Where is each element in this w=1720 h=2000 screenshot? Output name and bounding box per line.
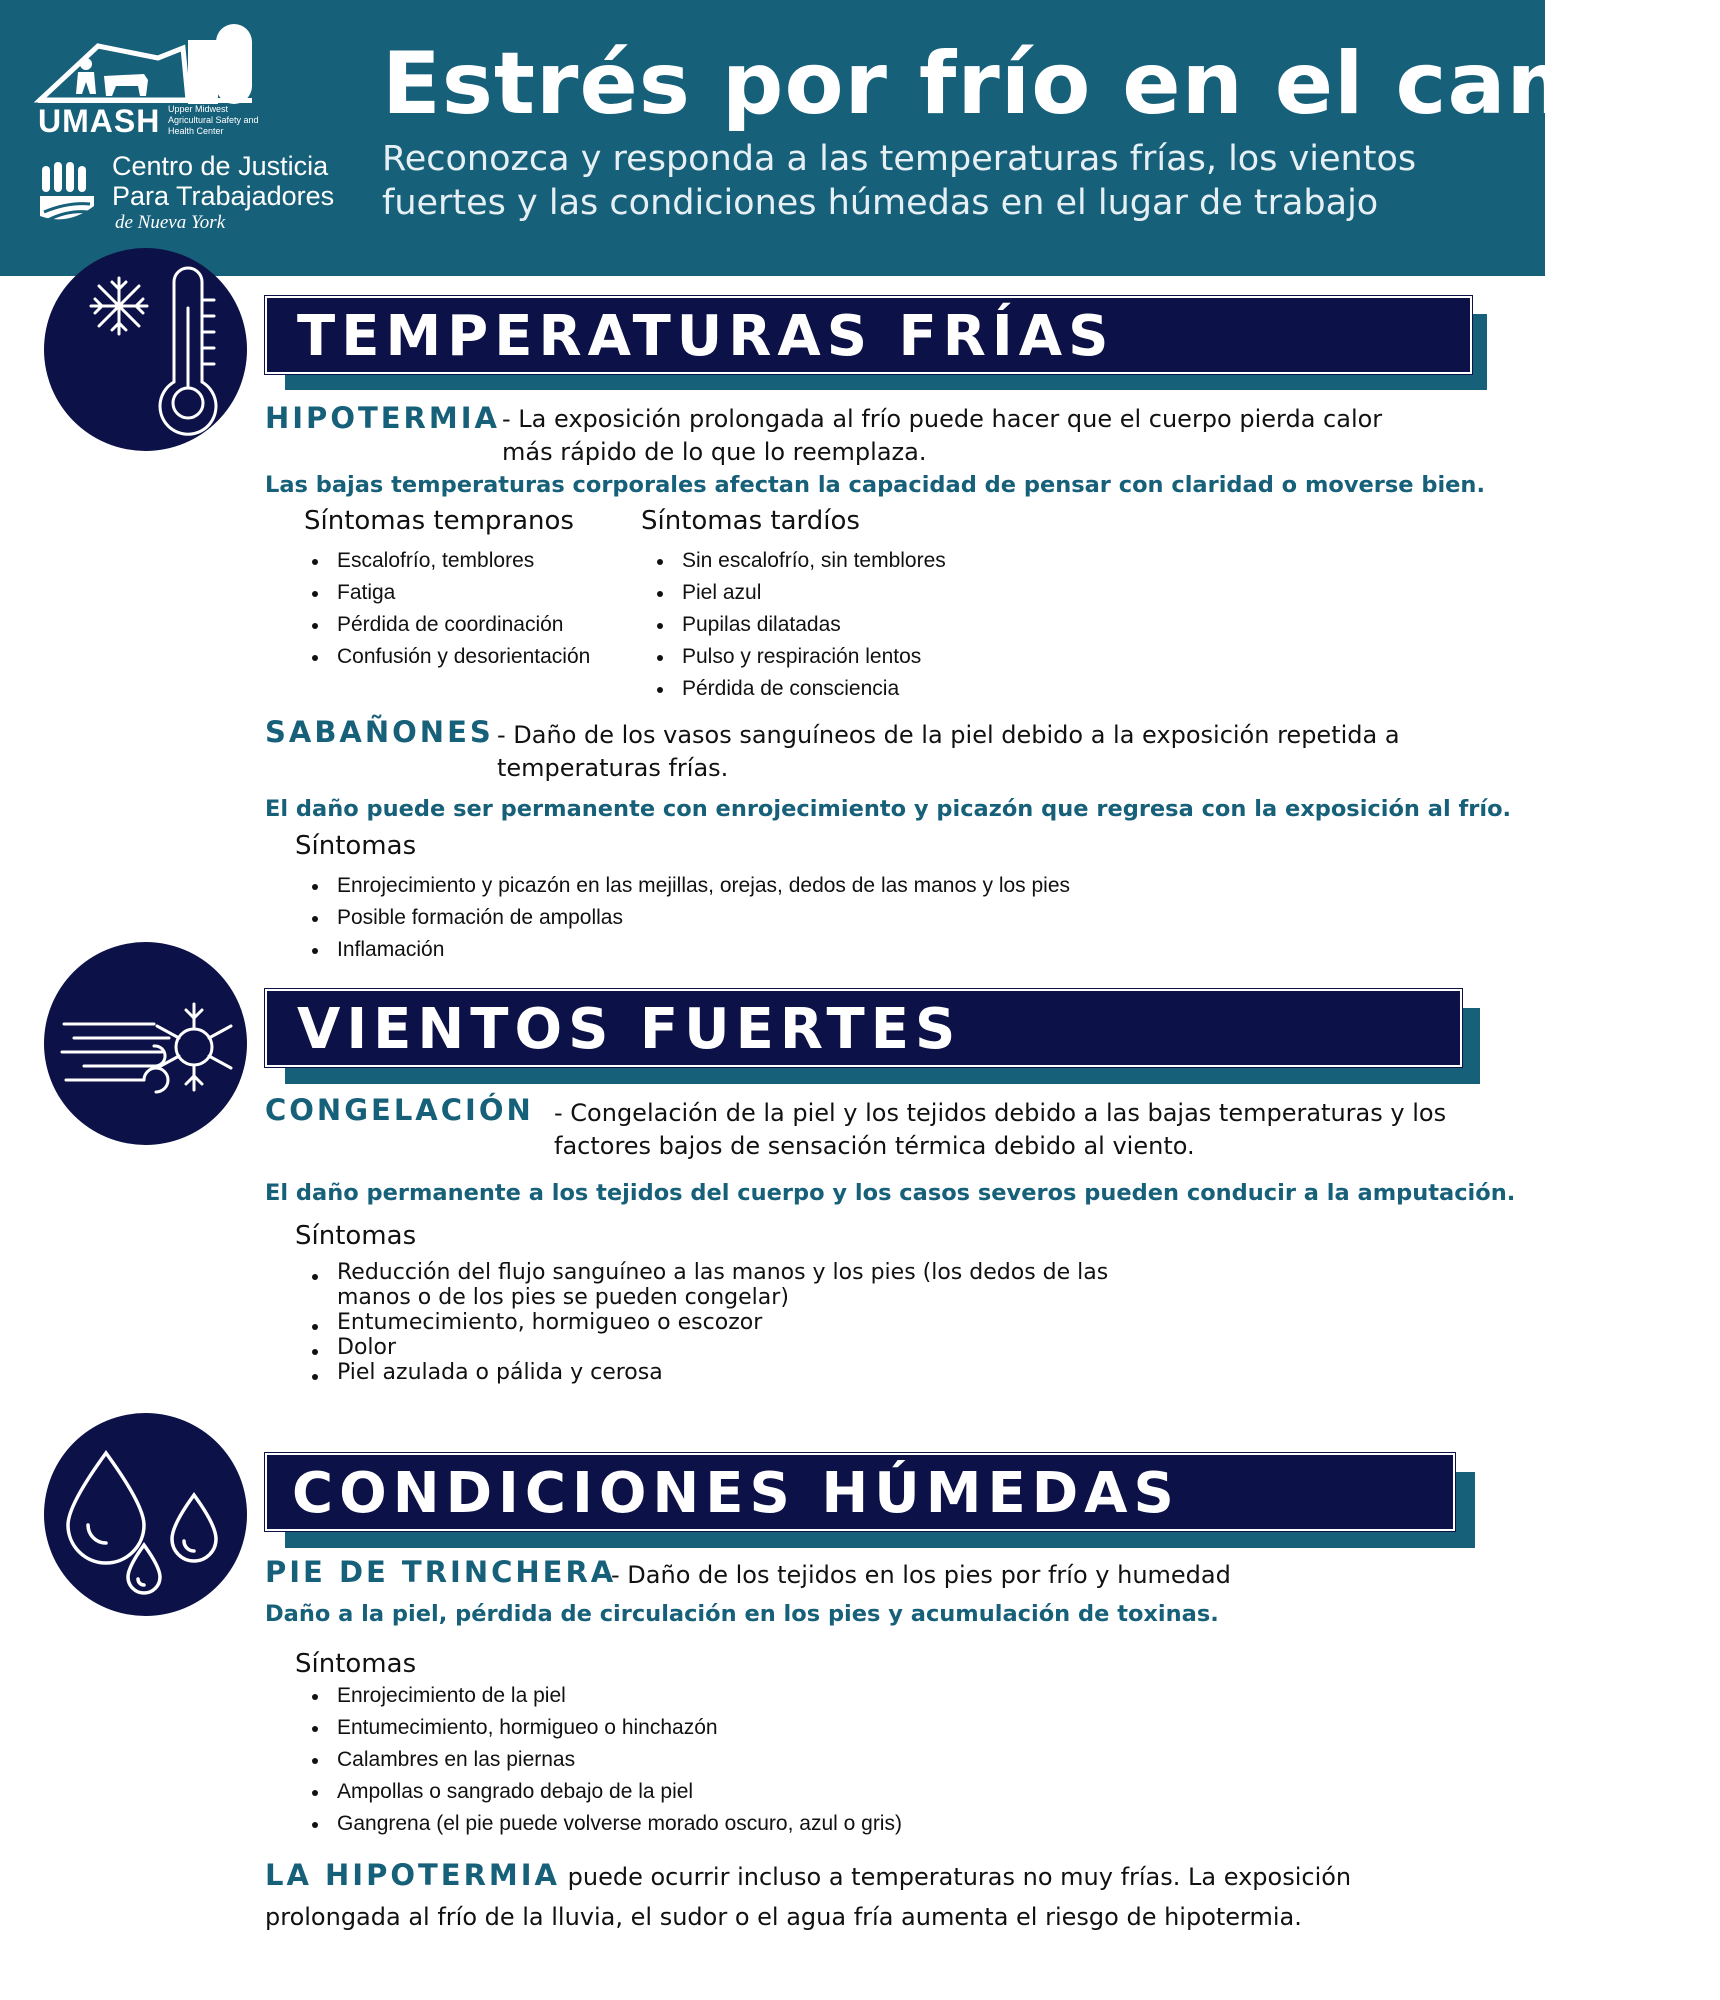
logo-cj-line2: Para Trabajadores (112, 181, 335, 211)
section-banner-cold (265, 296, 1472, 374)
term-la-hipotermia: LA HIPOTERMIA (265, 1858, 561, 1892)
list-item: Enrojecimiento de la piel (307, 1680, 902, 1712)
list-item: Sin escalofrío, sin temblores (652, 545, 946, 577)
section-title-wet: CONDICIONES HÚMEDAS (292, 1461, 1180, 1526)
page-subtitle: Reconozca y responda a las temperaturas frías, los vientos fuertes y las condiciones húmedas en el lugar de trabajo (382, 139, 1417, 223)
wind-snowflake-icon (44, 942, 247, 1145)
list-item: Enrojecimiento y picazón en las mejillas, orejas, dedos de las manos y los pies (307, 870, 1070, 902)
heading-late-symptoms: Síntomas tardíos (641, 506, 860, 536)
note-hipotermia: Las bajas temperaturas corporales afectan la capacidad de pensar con claridad o moverse bien. (265, 472, 1485, 498)
thermometer-snowflake-icon (44, 248, 247, 451)
note-congelacion: El daño permanente a los tejidos del cuerpo y los casos severos pueden conducir a la amputación. (265, 1180, 1516, 1206)
desc-congelacion: - Congelación de la piel y los tejidos debido a las bajas temperaturas y los factores bajos de sensación térmica debido al viento. (554, 1099, 1447, 1160)
final-hipotermia-note (265, 1857, 1465, 1937)
section-banner-wind (265, 989, 1462, 1067)
section-title-wind: VIENTOS FUERTES (297, 997, 962, 1062)
logo-cj-line3: de Nueva York (115, 212, 226, 233)
list-item: Entumecimiento, hormigueo o escozor (307, 1310, 1137, 1335)
list-item: Piel azulada o pálida y cerosa (307, 1360, 1137, 1385)
list-item: Pérdida de coordinación (307, 609, 590, 641)
list-item: Reducción del flujo sanguíneo a las manos y los pies (los dedos de las manos o de los pies se pueden congelar) (307, 1260, 1137, 1310)
list-item: Pulso y respiración lentos (652, 641, 946, 673)
list-item: Posible formación de ampollas (307, 902, 1070, 934)
centro-justicia-hands-logo (38, 160, 96, 226)
desc-hipotermia: - La exposición prolongada al frío puede hacer que el cuerpo pierda calor más rápido de lo que lo reemplaza. (502, 405, 1383, 466)
final-text: puede ocurrir incluso a temperaturas no muy frías. La exposición prolongada al frío de la lluvia, el sudor o el agua fría aumenta el riesgo de hipotermia. (265, 1863, 1352, 1931)
list-item: Dolor (307, 1335, 1137, 1360)
list-congelacion-symptoms (307, 1260, 1137, 1385)
section-banner-wet (265, 1453, 1455, 1531)
note-sabanones: El daño puede ser permanente con enrojecimiento y picazón que regresa con la exposición al frío. (265, 796, 1512, 822)
note-pie-de-trinchera: Daño a la piel, pérdida de circulación en los pies y acumulación de toxinas. (265, 1601, 1219, 1627)
umash-barn-logo (38, 18, 253, 104)
term-sabanones: SABAÑONES (265, 715, 494, 749)
heading-trinchera-symptoms: Síntomas (295, 1649, 417, 1679)
list-early-symptoms (307, 545, 590, 673)
list-item: Pérdida de consciencia (652, 673, 946, 705)
term-pie-de-trinchera: PIE DE TRINCHERA (265, 1555, 617, 1589)
umash-subtitle: Upper Midwest Agricultural Safety and Health Center (168, 104, 259, 136)
logo-cj-line1: Centro de Justicia (112, 151, 329, 181)
list-item: Pupilas dilatadas (652, 609, 946, 641)
list-item: Escalofrío, temblores (307, 545, 590, 577)
umash-wordmark: UMASH (38, 103, 161, 139)
list-item: Gangrena (el pie puede volverse morado oscuro, azul o gris) (307, 1808, 902, 1840)
list-trinchera-symptoms (307, 1680, 902, 1840)
list-item: Fatiga (307, 577, 590, 609)
desc-sabanones: - Daño de los vasos sanguíneos de la piel debido a la exposición repetida a temperaturas frías. (497, 721, 1400, 782)
term-congelacion: CONGELACIÓN (265, 1093, 534, 1127)
list-late-symptoms (652, 545, 946, 705)
water-drops-icon (44, 1413, 247, 1616)
section-title-cold: TEMPERATURAS FRÍAS (297, 304, 1115, 369)
list-item: Inflamación (307, 934, 1070, 966)
desc-pie-de-trinchera: - Daño de los tejidos en los pies por frío y humedad (611, 1561, 1231, 1589)
list-sabanones-symptoms (307, 870, 1070, 966)
heading-sabanones-symptoms: Síntomas (295, 831, 417, 861)
heading-congelacion-symptoms: Síntomas (295, 1221, 417, 1251)
list-item: Confusión y desorientación (307, 641, 590, 673)
list-item: Ampollas o sangrado debajo de la piel (307, 1776, 902, 1808)
page-title: Estrés por frío en el campo (382, 34, 1720, 134)
heading-early-symptoms: Síntomas tempranos (304, 506, 574, 536)
list-item: Entumecimiento, hormigueo o hinchazón (307, 1712, 902, 1744)
header-band (0, 0, 1720, 276)
list-item: Piel azul (652, 577, 946, 609)
term-hipotermia: HIPOTERMIA (265, 401, 500, 435)
list-item: Calambres en las piernas (307, 1744, 902, 1776)
